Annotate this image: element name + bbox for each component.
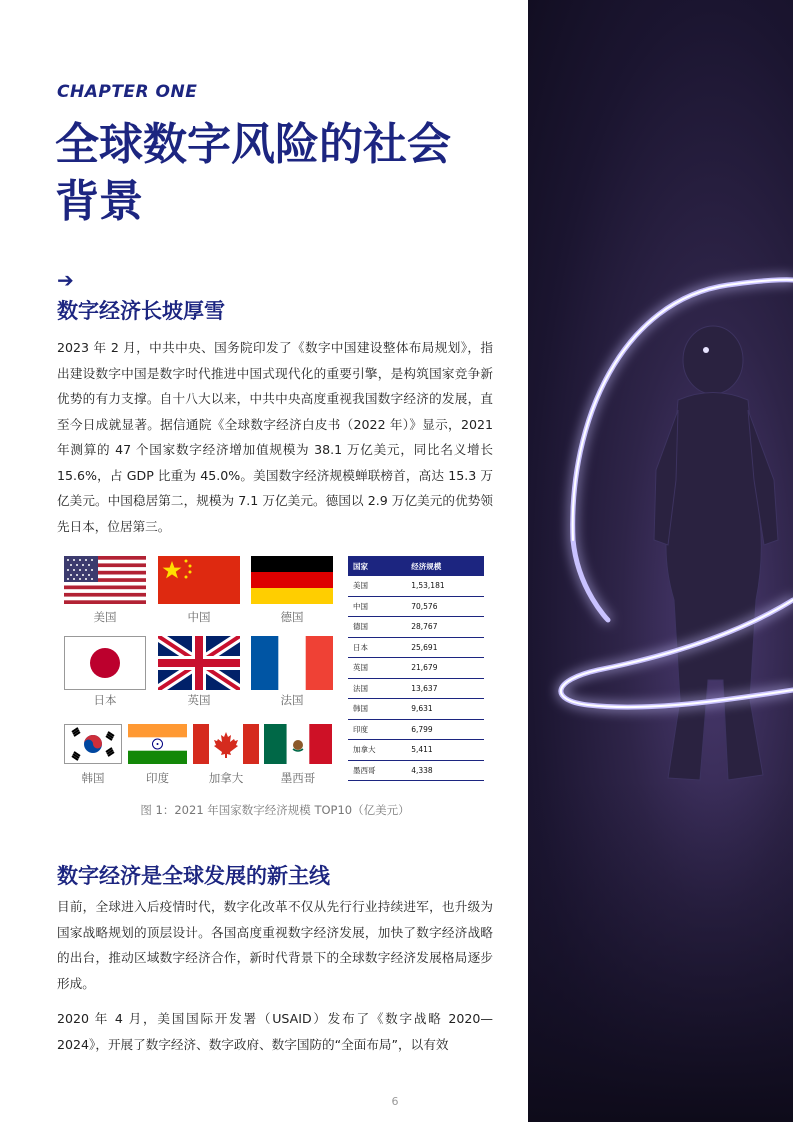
table-row — [348, 678, 484, 699]
india-flag-icon — [128, 724, 187, 764]
us-flag-icon — [64, 556, 146, 604]
table-cell-country: 墨西哥 — [348, 760, 406, 781]
mexico-flag-icon — [264, 724, 332, 764]
section2-heading: 数字经济是全球发展的新主线 — [57, 864, 330, 888]
china-flag-icon — [158, 556, 240, 604]
section1-heading: 数字经济长坡厚雪 — [57, 299, 225, 323]
gdp-table — [348, 556, 484, 781]
table-cell-country: 加拿大 — [348, 740, 406, 761]
table-cell-country: 韩国 — [348, 699, 406, 720]
table-cell-value: 5,411 — [406, 740, 484, 761]
arrow-right-icon: ➔ — [57, 268, 74, 292]
table-cell-country: 美国 — [348, 576, 406, 596]
neon-ring-illustration — [528, 0, 793, 1122]
table-cell-value: 1,53,181 — [406, 576, 484, 596]
chapter-label: CHAPTER ONE — [57, 82, 198, 102]
korea-flag-icon — [64, 724, 122, 764]
japan-flag-icon — [64, 636, 146, 690]
france-flag-icon — [251, 636, 333, 690]
table-cell-country: 英国 — [348, 658, 406, 679]
section1-paragraph: 2023 年 2 月，中共中央、国务院印发了《数字中国建设整体布局规划》，指出建设数字中国是数字时代推进中国式现代化的重要引擎，是构筑国家竞争新优势的有力支撑。自十八大以来，中共中央高度重视我国数字经济的发展，直至今日成就显著。据信通院《全球数字经济白皮书（2022 年）》显示，2021 年测算的 47 个国家数字经济增加值规模为 38.1 万亿美元，同比名义增长 15.6%，占 GDP 比重为 45.0%。美国数字经济规模蝉联榜首，高达 15.3 万亿美元。中国稳居第二，规模为 7.1 万亿美元。德国以 2.9 万亿美元的优势领先日本，位居第三。 — [57, 340, 493, 534]
column-header-scale: 经济规模 — [406, 556, 484, 576]
table-row — [348, 596, 484, 617]
table-row — [348, 740, 484, 761]
table-cell-country: 德国 — [348, 617, 406, 638]
table-row — [348, 576, 484, 596]
astronaut-neon-photo — [528, 0, 793, 1122]
flag-label-korea: 韩国 — [81, 771, 105, 785]
table-cell-value: 13,637 — [406, 678, 484, 699]
table-cell-value: 9,631 — [406, 699, 484, 720]
flag-label-us: 美国 — [93, 610, 117, 624]
table-row — [348, 699, 484, 720]
flag-label-china: 中国 — [187, 610, 211, 624]
table-cell-value: 6,799 — [406, 719, 484, 740]
flag-label-uk: 英国 — [187, 693, 211, 707]
table-cell-country: 中国 — [348, 596, 406, 617]
table-cell-value: 70,576 — [406, 596, 484, 617]
section2-paragraph-1: 目前，全球进入后疫情时代，数字化改革不仅从先行行业持续进军，也升级为国家战略规划的顶层设计。各国高度重视数字经济发展，加快了数字经济战略的出台，推动区域数字经济合作，新时代背景下的全球数字经济发展格局逐步形成。 — [57, 899, 493, 991]
table-row — [348, 617, 484, 638]
table-cell-country: 法国 — [348, 678, 406, 699]
table-row — [348, 658, 484, 679]
page-number: 6 — [391, 1095, 399, 1108]
table-header-row — [348, 556, 484, 576]
flag-label-germany: 德国 — [280, 610, 304, 624]
table-cell-country: 日本 — [348, 637, 406, 658]
table-row — [348, 760, 484, 781]
table-cell-value: 4,338 — [406, 760, 484, 781]
table-cell-value: 25,691 — [406, 637, 484, 658]
table-cell-country: 印度 — [348, 719, 406, 740]
flag-label-france: 法国 — [280, 693, 304, 707]
uk-flag-icon — [158, 636, 240, 690]
table-cell-value: 28,767 — [406, 617, 484, 638]
table-row — [348, 637, 484, 658]
column-header-country: 国家 — [348, 556, 406, 576]
flag-label-canada: 加拿大 — [208, 771, 244, 785]
table-row — [348, 719, 484, 740]
table-cell-value: 21,679 — [406, 658, 484, 679]
flag-label-india: 印度 — [146, 771, 169, 785]
page-title: 全球数字风险的社会背景 — [55, 119, 451, 227]
germany-flag-icon — [251, 556, 333, 604]
figure-caption: 图 1：2021 年国家数字经济规模 TOP10（亿美元） — [140, 803, 410, 817]
canada-flag-icon — [193, 724, 259, 764]
flag-label-japan: 日本 — [93, 693, 117, 707]
flag-label-mexico: 墨西哥 — [280, 771, 316, 785]
section2-paragraph-2: 2020 年 4 月，美国国际开发署（USAID）发布了《数字战略 2020—2024》，开展了数字经济、数字政府、数字国防的“全面布局”，以有效 — [57, 1011, 493, 1052]
